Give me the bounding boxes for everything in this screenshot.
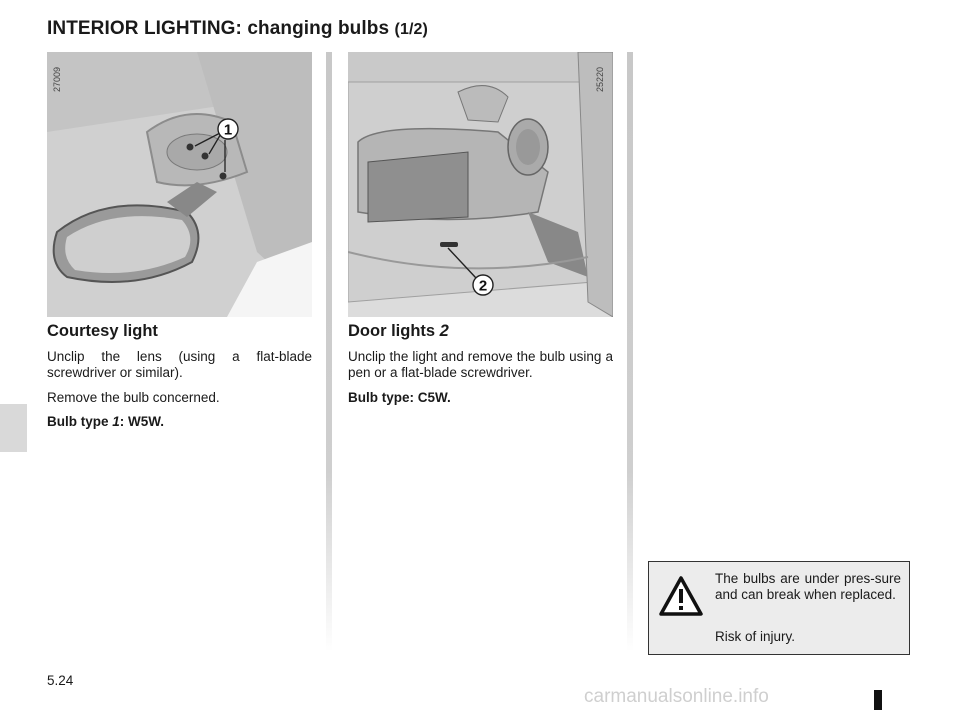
courtesy-light-bulb-type: Bulb type 1: W5W. — [47, 414, 165, 429]
door-lights-step-1: Unclip the light and remove the bulb using a pen or a flat-blade screwdriver. — [348, 349, 613, 380]
warning-triangle-icon — [659, 576, 703, 616]
column-divider-2 — [627, 52, 633, 652]
courtesy-light-illustration — [47, 52, 312, 317]
title-part-indicator: (1/2) — [394, 21, 428, 38]
page-title: INTERIOR LIGHTING: changing bulbs (1/2) — [47, 18, 428, 39]
courtesy-light-step-1: Unclip the lens (using a flat-blade screwdriver or similar). — [47, 349, 312, 380]
warning-risk: Risk of injury. — [715, 629, 796, 644]
door-light-illustration — [348, 52, 613, 317]
warning-text: The bulbs are under pres-sure and can break when replaced. — [715, 571, 901, 602]
callout-1: 1 — [223, 121, 233, 139]
chapter-tab — [0, 404, 27, 452]
door-lights-bulb-type: Bulb type: C5W. — [348, 390, 451, 405]
column-divider — [326, 52, 332, 652]
courtesy-light-step-2: Remove the bulb concerned. — [47, 390, 220, 405]
page-number: 5.24 — [47, 673, 74, 688]
figure-courtesy-light — [47, 52, 312, 317]
door-lights-heading: Door lights 2 — [348, 322, 449, 340]
courtesy-light-heading: Courtesy light — [47, 322, 158, 340]
corner-mark — [874, 690, 882, 710]
figure-ref-middle: 25220 — [595, 66, 605, 92]
watermark: carmanualsonline.info — [584, 686, 769, 707]
callout-2: 2 — [478, 277, 488, 295]
figure-door-light — [348, 52, 613, 317]
warning-box — [648, 561, 910, 655]
figure-ref-left: 27009 — [52, 66, 62, 92]
